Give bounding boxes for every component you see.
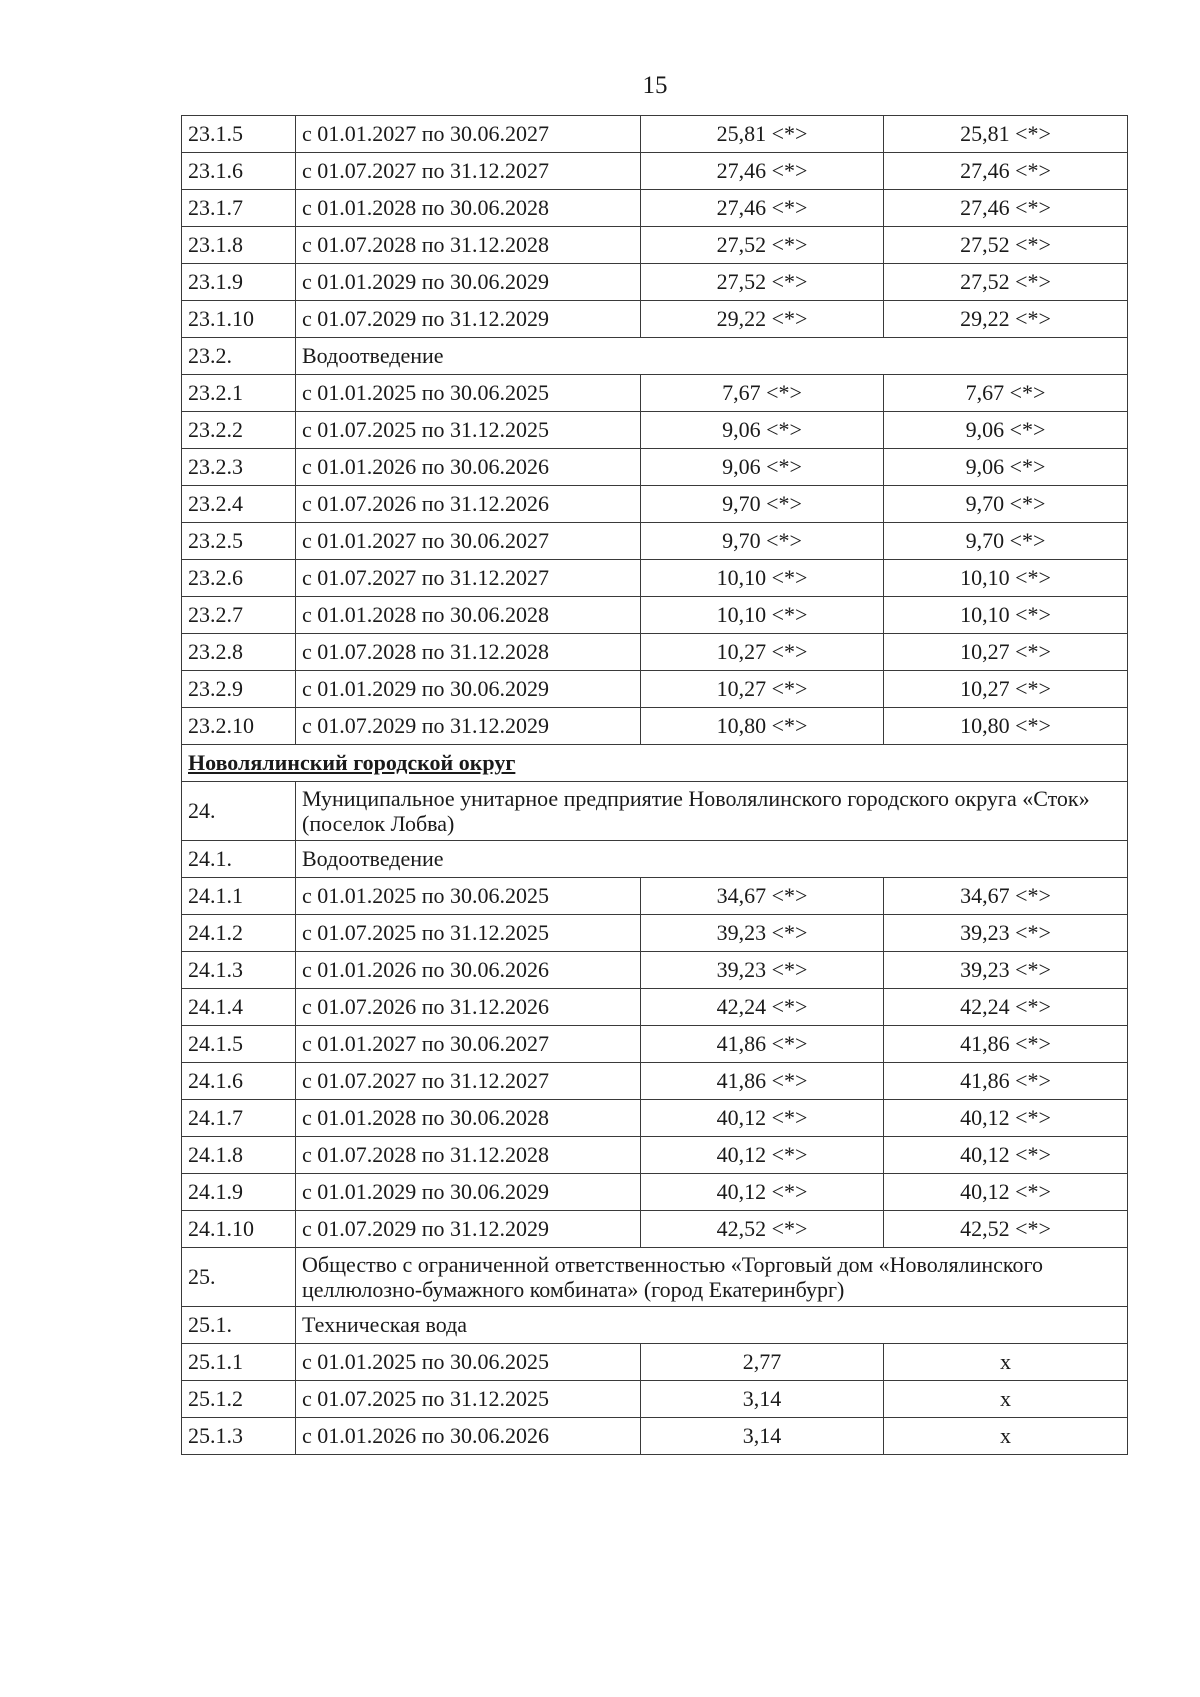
tariff-value-1: 40,12 <*> <box>641 1100 884 1137</box>
period-cell: с 01.01.2029 по 30.06.2029 <box>296 264 641 301</box>
tariff-value-1: 27,46 <*> <box>641 153 884 190</box>
row-number: 23.1.5 <box>182 116 296 153</box>
table-row <box>182 1063 1128 1100</box>
tariff-value-2: 9,06 <*> <box>884 412 1128 449</box>
row-number: 25.1. <box>182 1307 296 1344</box>
tariff-value-2: 27,52 <*> <box>884 227 1128 264</box>
row-number: 23.1.10 <box>182 301 296 338</box>
row-number: 24.1.7 <box>182 1100 296 1137</box>
tariff-value-1: 10,27 <*> <box>641 671 884 708</box>
row-number: 24.1.10 <box>182 1211 296 1248</box>
row-number: 23.1.6 <box>182 153 296 190</box>
table-row <box>182 1100 1128 1137</box>
table-row <box>182 227 1128 264</box>
tariff-value-1: 9,70 <*> <box>641 523 884 560</box>
table-row <box>182 1137 1128 1174</box>
tariff-value-1: 39,23 <*> <box>641 915 884 952</box>
table-row <box>182 915 1128 952</box>
table-row <box>182 1026 1128 1063</box>
table-row <box>182 634 1128 671</box>
period-cell: с 01.01.2025 по 30.06.2025 <box>296 878 641 915</box>
tariff-value-1: 29,22 <*> <box>641 301 884 338</box>
period-cell: с 01.01.2026 по 30.06.2026 <box>296 449 641 486</box>
row-number: 23.2.6 <box>182 560 296 597</box>
tariff-value-1: 34,67 <*> <box>641 878 884 915</box>
table-row <box>182 708 1128 745</box>
tariff-value-2: 10,27 <*> <box>884 634 1128 671</box>
row-number: 24.1.8 <box>182 1137 296 1174</box>
tariff-value-1: 10,80 <*> <box>641 708 884 745</box>
period-cell: с 01.01.2026 по 30.06.2026 <box>296 1418 641 1455</box>
row-number: 23.2.2 <box>182 412 296 449</box>
table-row <box>182 375 1128 412</box>
period-cell: с 01.01.2025 по 30.06.2025 <box>296 1344 641 1381</box>
organization-row <box>182 782 1128 841</box>
tariff-value-2: 9,70 <*> <box>884 523 1128 560</box>
tariff-value-2: 41,86 <*> <box>884 1063 1128 1100</box>
organization-title: Общество с ограниченной ответственностью «Торговый дом «Новолялинского целлюлозно-бумажного комбината» (город Екатеринбург) <box>296 1248 1128 1307</box>
row-number: 23.1.7 <box>182 190 296 227</box>
tariff-value-1: 3,14 <box>641 1418 884 1455</box>
tariff-value-1: 27,52 <*> <box>641 264 884 301</box>
subsection-row <box>182 841 1128 878</box>
tariff-value-1: 9,06 <*> <box>641 412 884 449</box>
page-number: 15 <box>642 72 668 99</box>
table-row <box>182 523 1128 560</box>
period-cell: с 01.07.2027 по 31.12.2027 <box>296 560 641 597</box>
table-row <box>182 597 1128 634</box>
period-cell: с 01.07.2025 по 31.12.2025 <box>296 915 641 952</box>
tariff-value-1: 41,86 <*> <box>641 1026 884 1063</box>
tariff-value-2: 42,24 <*> <box>884 989 1128 1026</box>
period-cell: с 01.07.2025 по 31.12.2025 <box>296 1381 641 1418</box>
tariff-value-1: 9,70 <*> <box>641 486 884 523</box>
period-cell: с 01.07.2028 по 31.12.2028 <box>296 227 641 264</box>
tariff-value-1: 7,67 <*> <box>641 375 884 412</box>
row-number: 23.2.5 <box>182 523 296 560</box>
tariff-value-1: 42,52 <*> <box>641 1211 884 1248</box>
row-number: 24.1. <box>182 841 296 878</box>
period-cell: с 01.01.2028 по 30.06.2028 <box>296 190 641 227</box>
table-row <box>182 1381 1128 1418</box>
table-row <box>182 989 1128 1026</box>
tariff-value-1: 3,14 <box>641 1381 884 1418</box>
tariff-value-1: 10,10 <*> <box>641 560 884 597</box>
district-header-row <box>182 745 1128 782</box>
tariff-value-1: 41,86 <*> <box>641 1063 884 1100</box>
tariff-value-1: 27,52 <*> <box>641 227 884 264</box>
tariff-value-2: х <box>884 1344 1128 1381</box>
row-number: 23.2.9 <box>182 671 296 708</box>
table-row <box>182 560 1128 597</box>
period-cell: с 01.07.2029 по 31.12.2029 <box>296 301 641 338</box>
tariff-value-1: 10,10 <*> <box>641 597 884 634</box>
row-number: 24.1.4 <box>182 989 296 1026</box>
period-cell: с 01.01.2026 по 30.06.2026 <box>296 952 641 989</box>
period-cell: с 01.07.2027 по 31.12.2027 <box>296 153 641 190</box>
tariff-value-2: 41,86 <*> <box>884 1026 1128 1063</box>
row-number: 25. <box>182 1248 296 1307</box>
table-row <box>182 153 1128 190</box>
row-number: 25.1.3 <box>182 1418 296 1455</box>
row-number: 24.1.3 <box>182 952 296 989</box>
table-row <box>182 1174 1128 1211</box>
table-row <box>182 1418 1128 1455</box>
period-cell: с 01.07.2028 по 31.12.2028 <box>296 634 641 671</box>
period-cell: с 01.07.2029 по 31.12.2029 <box>296 708 641 745</box>
tariff-value-2: 10,80 <*> <box>884 708 1128 745</box>
tariff-value-1: 25,81 <*> <box>641 116 884 153</box>
period-cell: с 01.01.2029 по 30.06.2029 <box>296 671 641 708</box>
tariff-value-2: 34,67 <*> <box>884 878 1128 915</box>
tariff-value-2: 27,46 <*> <box>884 153 1128 190</box>
row-number: 25.1.2 <box>182 1381 296 1418</box>
tariff-table-body <box>182 116 1128 1455</box>
period-cell: с 01.01.2028 по 30.06.2028 <box>296 597 641 634</box>
row-number: 24.1.1 <box>182 878 296 915</box>
table-row <box>182 412 1128 449</box>
subsection-row <box>182 1307 1128 1344</box>
tariff-value-2: 10,10 <*> <box>884 560 1128 597</box>
tariff-value-2: 29,22 <*> <box>884 301 1128 338</box>
organization-title: Муниципальное унитарное предприятие Новолялинского городского округа «Сток» (поселок Лобва) <box>296 782 1128 841</box>
table-row <box>182 190 1128 227</box>
row-number: 23.2.10 <box>182 708 296 745</box>
tariff-value-1: 40,12 <*> <box>641 1174 884 1211</box>
period-cell: с 01.01.2028 по 30.06.2028 <box>296 1100 641 1137</box>
period-cell: с 01.01.2027 по 30.06.2027 <box>296 1026 641 1063</box>
tariff-value-2: х <box>884 1381 1128 1418</box>
table-row <box>182 952 1128 989</box>
tariff-value-2: 40,12 <*> <box>884 1100 1128 1137</box>
tariff-value-2: 42,52 <*> <box>884 1211 1128 1248</box>
table-row <box>182 449 1128 486</box>
period-cell: с 01.07.2026 по 31.12.2026 <box>296 989 641 1026</box>
tariff-value-2: 25,81 <*> <box>884 116 1128 153</box>
tariff-value-2: 27,46 <*> <box>884 190 1128 227</box>
tariff-value-2: 40,12 <*> <box>884 1137 1128 1174</box>
organization-row <box>182 1248 1128 1307</box>
tariff-value-2: 9,70 <*> <box>884 486 1128 523</box>
table-row <box>182 264 1128 301</box>
subsection-title: Водоотведение <box>296 338 1128 375</box>
row-number: 24.1.6 <box>182 1063 296 1100</box>
tariff-value-1: 40,12 <*> <box>641 1137 884 1174</box>
period-cell: с 01.07.2027 по 31.12.2027 <box>296 1063 641 1100</box>
period-cell: с 01.01.2025 по 30.06.2025 <box>296 375 641 412</box>
row-number: 23.2.7 <box>182 597 296 634</box>
row-number: 25.1.1 <box>182 1344 296 1381</box>
period-cell: с 01.07.2026 по 31.12.2026 <box>296 486 641 523</box>
row-number: 23.2.1 <box>182 375 296 412</box>
tariff-value-2: 39,23 <*> <box>884 915 1128 952</box>
row-number: 23.1.9 <box>182 264 296 301</box>
tariff-value-2: 10,27 <*> <box>884 671 1128 708</box>
tariff-value-1: 27,46 <*> <box>641 190 884 227</box>
tariff-value-2: 7,67 <*> <box>884 375 1128 412</box>
row-number: 23.2. <box>182 338 296 375</box>
period-cell: с 01.07.2028 по 31.12.2028 <box>296 1137 641 1174</box>
tariff-value-1: 9,06 <*> <box>641 449 884 486</box>
table-row <box>182 301 1128 338</box>
tariff-value-2: х <box>884 1418 1128 1455</box>
table-row <box>182 1211 1128 1248</box>
period-cell: с 01.07.2025 по 31.12.2025 <box>296 412 641 449</box>
row-number: 23.2.4 <box>182 486 296 523</box>
table-row <box>182 1344 1128 1381</box>
tariff-value-2: 40,12 <*> <box>884 1174 1128 1211</box>
period-cell: с 01.01.2027 по 30.06.2027 <box>296 116 641 153</box>
row-number: 24.1.9 <box>182 1174 296 1211</box>
subsection-title: Водоотведение <box>296 841 1128 878</box>
row-number: 23.2.3 <box>182 449 296 486</box>
period-cell: с 01.01.2029 по 30.06.2029 <box>296 1174 641 1211</box>
tariff-value-1: 42,24 <*> <box>641 989 884 1026</box>
subsection-title: Техническая вода <box>296 1307 1128 1344</box>
row-number: 24.1.5 <box>182 1026 296 1063</box>
tariff-value-2: 10,10 <*> <box>884 597 1128 634</box>
tariff-value-1: 39,23 <*> <box>641 952 884 989</box>
tariff-value-1: 2,77 <box>641 1344 884 1381</box>
period-cell: с 01.07.2029 по 31.12.2029 <box>296 1211 641 1248</box>
row-number: 23.1.8 <box>182 227 296 264</box>
table-row <box>182 671 1128 708</box>
district-title: Новолялинский городской округ <box>182 745 1128 782</box>
period-cell: с 01.01.2027 по 30.06.2027 <box>296 523 641 560</box>
table-row <box>182 486 1128 523</box>
tariff-value-2: 9,06 <*> <box>884 449 1128 486</box>
tariff-value-2: 27,52 <*> <box>884 264 1128 301</box>
table-row <box>182 116 1128 153</box>
row-number: 24. <box>182 782 296 841</box>
row-number: 23.2.8 <box>182 634 296 671</box>
table-row <box>182 878 1128 915</box>
row-number: 24.1.2 <box>182 915 296 952</box>
tariff-table <box>181 115 1128 1455</box>
tariff-value-1: 10,27 <*> <box>641 634 884 671</box>
tariff-value-2: 39,23 <*> <box>884 952 1128 989</box>
subsection-row <box>182 338 1128 375</box>
